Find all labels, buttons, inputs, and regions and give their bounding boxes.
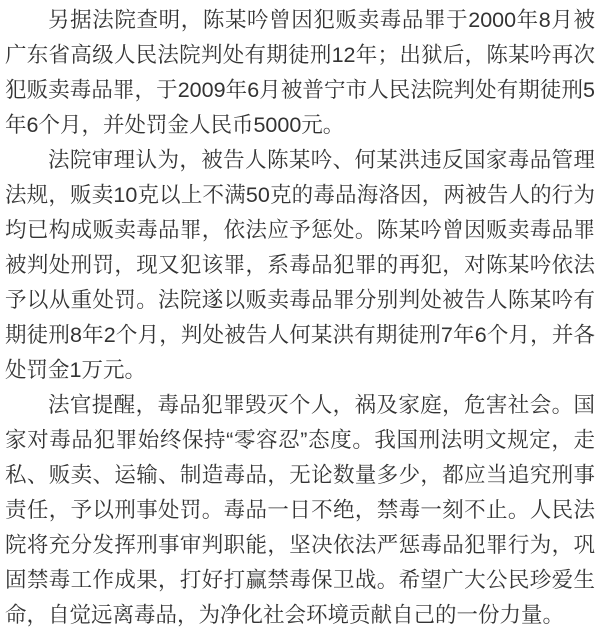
paragraph-judge-reminder: 法官提醒，毒品犯罪毁灭个人，祸及家庭，危害社会。国家对毒品犯罪始终保持“零容忍”态度。我国刑法明文规定，走私、贩卖、运输、制造毒品，无论数量多少，都应当追究刑事责任，予以刑事处罚。毒品一日不绝，禁毒一刻不止。人民法院将充分发挥刑事审判职能，坚决依法严惩毒品犯罪行为，巩固禁毒工作成果，打好打赢禁毒保卫战。希望广大公民珍爱生命，自觉远离毒品，为净化社会环境贡献自己的一份力量。 [5, 393, 595, 627]
paragraph-court-ruling: 法院审理认为，被告人陈某吟、何某洪违反国家毒品管理法规，贩卖10克以上不满50克的毒品海洛因，两被告人的行为均已构成贩卖毒品罪，依法应予惩处。陈某吟曾因贩卖毒品罪被判处刑罚，现又犯该罪，系毒品犯罪的再犯，对陈某吟依法予以从重处罚。法院遂以贩卖毒品罪分别判处被告人陈某吟有期徒刑8年2个月，判处被告人何某洪有期徒刑7年6个月，并各处罚金1万元。 [5, 148, 595, 382]
paragraph-court-findings: 另据法院查明，陈某吟曾因犯贩卖毒品罪于2000年8月被广东省高级人民法院判处有期徒刑12年；出狱后，陈某吟再次犯贩卖毒品罪，于2009年6月被普宁市人民法院判处有期徒刑5年6个月，并处罚金人民币5000元。 [5, 8, 595, 137]
